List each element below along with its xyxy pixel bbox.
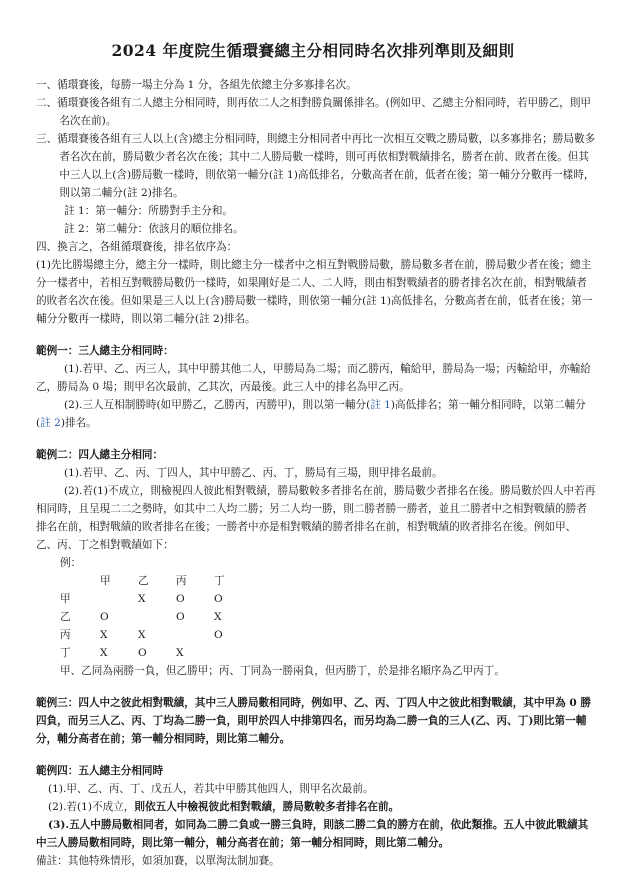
matrix-cell: O: [214, 593, 223, 605]
example-4-case-2: [36, 798, 596, 816]
matrix-cell: [138, 608, 176, 626]
matrix-row-header: 丁: [60, 647, 71, 659]
example-2-conclusion: 甲、乙同為兩勝一負，但乙勝甲；丙、丁同為一勝兩負，但丙勝丁，於是排名順序為乙甲丙丁。: [60, 665, 505, 677]
example-1-case-2-text-a: (2).三人互相制勝時(如甲勝乙，乙勝丙，丙勝甲)，則以第一輔分(: [64, 399, 371, 411]
matrix-cell: O: [214, 629, 223, 641]
matrix-col-header: 甲: [100, 575, 111, 587]
document-body: [36, 76, 596, 870]
matrix-cell: X: [100, 629, 108, 641]
matrix-cell: X: [176, 647, 184, 659]
remark: 備註：其他特殊情形，如須加賽，以單淘汰制加賽。: [36, 855, 280, 867]
example-4-case-2-text: (2).若(1)不成立，: [48, 801, 135, 813]
matrix-cell: [100, 590, 138, 608]
example-2-heading: 範例二：四人總主分相同：: [36, 449, 164, 461]
matrix-col-header: 乙: [138, 575, 149, 587]
rule-1: 一、循環賽後，每勝一場主分為 1 分，各組先依總主分多寡排名次。: [36, 79, 357, 91]
matrix-cell: O: [176, 611, 185, 623]
example-1-case-2: [36, 396, 596, 432]
head-to-head-matrix: [60, 572, 252, 662]
example-1-heading: 範例一：三人總主分相同時：: [36, 345, 174, 357]
matrix-col-header: 丙: [176, 575, 187, 587]
matrix-cell: X: [138, 593, 146, 605]
matrix-row-header: 丙: [60, 629, 71, 641]
matrix-cell: O: [138, 647, 147, 659]
matrix-row-header: 甲: [60, 593, 71, 605]
example-1-case-2-text-b: )高低排名；第一輔分相同時，以第二輔分(: [36, 399, 586, 429]
matrix-row: [60, 644, 252, 662]
matrix-row: [60, 590, 252, 608]
example-4-case-2-bold: 則依五人中檢視彼此相對戰績，勝局數較多者排名在前。: [134, 801, 400, 813]
matrix-row-header: 乙: [60, 611, 71, 623]
matrix-cell: X: [138, 629, 146, 641]
matrix-cell: O: [176, 593, 185, 605]
example-4-case-1: (1).甲、乙、丙、丁、戊五人，若其中甲勝其他四人，則甲名次最前。: [48, 783, 374, 795]
rule-2: 二、循環賽後各組有二人總主分相同時，則再依二人之相對勝負關係排名。(例如甲、乙總主分相同時，若甲勝乙，則甲名次在前)。: [36, 97, 592, 127]
matrix-row: [60, 626, 252, 644]
example-1-case-1: (1).若甲、乙、丙三人，其中甲勝其他二人，甲勝局為二場；而乙勝丙，輸給甲，勝局為一場；丙輸給甲，亦輸給乙，勝局為 0 場；則甲名次最前，乙其次，丙最後。此三人中的排名為甲乙丙。: [36, 363, 591, 393]
rule-3: 三、循環賽後各組有三人以上(含)總主分相同時，則總主分相同者中再比一次相互交戰之勝局數，以多寡排名；勝局數多者名次在前，勝局數少者名次在後；其中二人勝局數一樣時，則可再依相對戰績排名，勝者在前、敗者在後。但其中三人以上(含)勝局數一樣時，則依第一輔分(註 1)高低排名，分數高者在前，低者在後；第一輔分分數再一樣時，則以第二輔分(註 2)排名。: [36, 133, 596, 199]
example-4-heading: 範例四：五人總主分相同時: [36, 765, 164, 777]
note-2: 註 2：第二輔分：依該月的順位排名。: [64, 223, 244, 235]
example-1-case-2-text-c: )排名。: [60, 417, 97, 429]
matrix-cell: X: [100, 647, 108, 659]
rule-4-detail: (1)先比勝場總主分，總主分一樣時，則比總主分一樣者中之相互對戰勝局數，勝局數多者在前，勝局數少者在後；總主分一樣者中，若相互對戰勝局數仍一樣時，如果剛好是二人、二人時，則由相對戰績者的勝者排名次在前，相對戰績者的敗者名次在後。但如果是三人以上(含)勝局數一樣時，則依第一輔分(註 1)高低排名，分數高者在前，低者在後；第一輔分分數再一樣時，則以第二輔分(註 2)排名。: [36, 259, 593, 325]
matrix-row: [60, 608, 252, 626]
example-2-case-2: (2).若(1)不成立，則檢視四人彼此相對戰績，勝局數較多者排名在前，勝局數少者排名在後。勝局數於四人中若再相同時，且呈現二二之勢時，如其中二人均二勝；另二人均一勝，則二勝者勝一勝者，並且二勝者中之相對戰績的勝者排名在前，相對戰績的敗者排名在後；一勝者中亦是相對戰績的勝者排名在前，相對戰績的敗者排名在後。例如甲、乙、丙、丁之相對戰績如下：: [36, 485, 596, 551]
matrix-cell: X: [214, 611, 222, 623]
note-1: 註 1：第一輔分：所勝對手主分和。: [64, 205, 234, 217]
note-2-link[interactable]: 註 2: [40, 417, 61, 429]
document-title: 2024 年度院生循環賽總主分相同時名次排列準則及細則: [111, 41, 515, 60]
matrix-cell: [176, 626, 214, 644]
matrix-header-row: [60, 572, 252, 590]
example-3-text: 範例三：四人中之彼此相對戰績，其中三人勝局數相同時，例如甲、乙、丙、丁四人中之彼此相對戰績，其中甲為 0 勝四負，而另三人乙、丙、丁均為二勝一負，則甲於四人中排第四名，而另均為二勝一負的三人(乙、丙、丁)則比第一輔分，輔分高者在前；第一輔分相同時，則比第二輔分。: [36, 697, 592, 745]
rule-4: 四、換言之，各組循環賽後，排名依序為：: [36, 241, 238, 253]
example-2-case-1: (1).若甲、乙、丙、丁四人，其中甲勝乙、丙、丁，勝局有三場，則甲排名最前。: [64, 467, 443, 479]
matrix-corner: [60, 572, 100, 590]
matrix-cell: [214, 644, 252, 662]
matrix-cell: O: [100, 611, 109, 623]
note-1-link[interactable]: 註 1: [370, 399, 391, 411]
matrix-col-header: 丁: [214, 575, 225, 587]
example-label: 例：: [60, 557, 82, 569]
example-4-case-3: (3).五人中勝局數相同者，如同為二勝二負或一勝三負時，則該二勝二負的勝方在前，依此類推。五人中彼此戰績其中三人勝局數相同時，則比第一輔分，輔分高者在前；第一輔分相同時，則比第二輔分。: [36, 819, 589, 849]
